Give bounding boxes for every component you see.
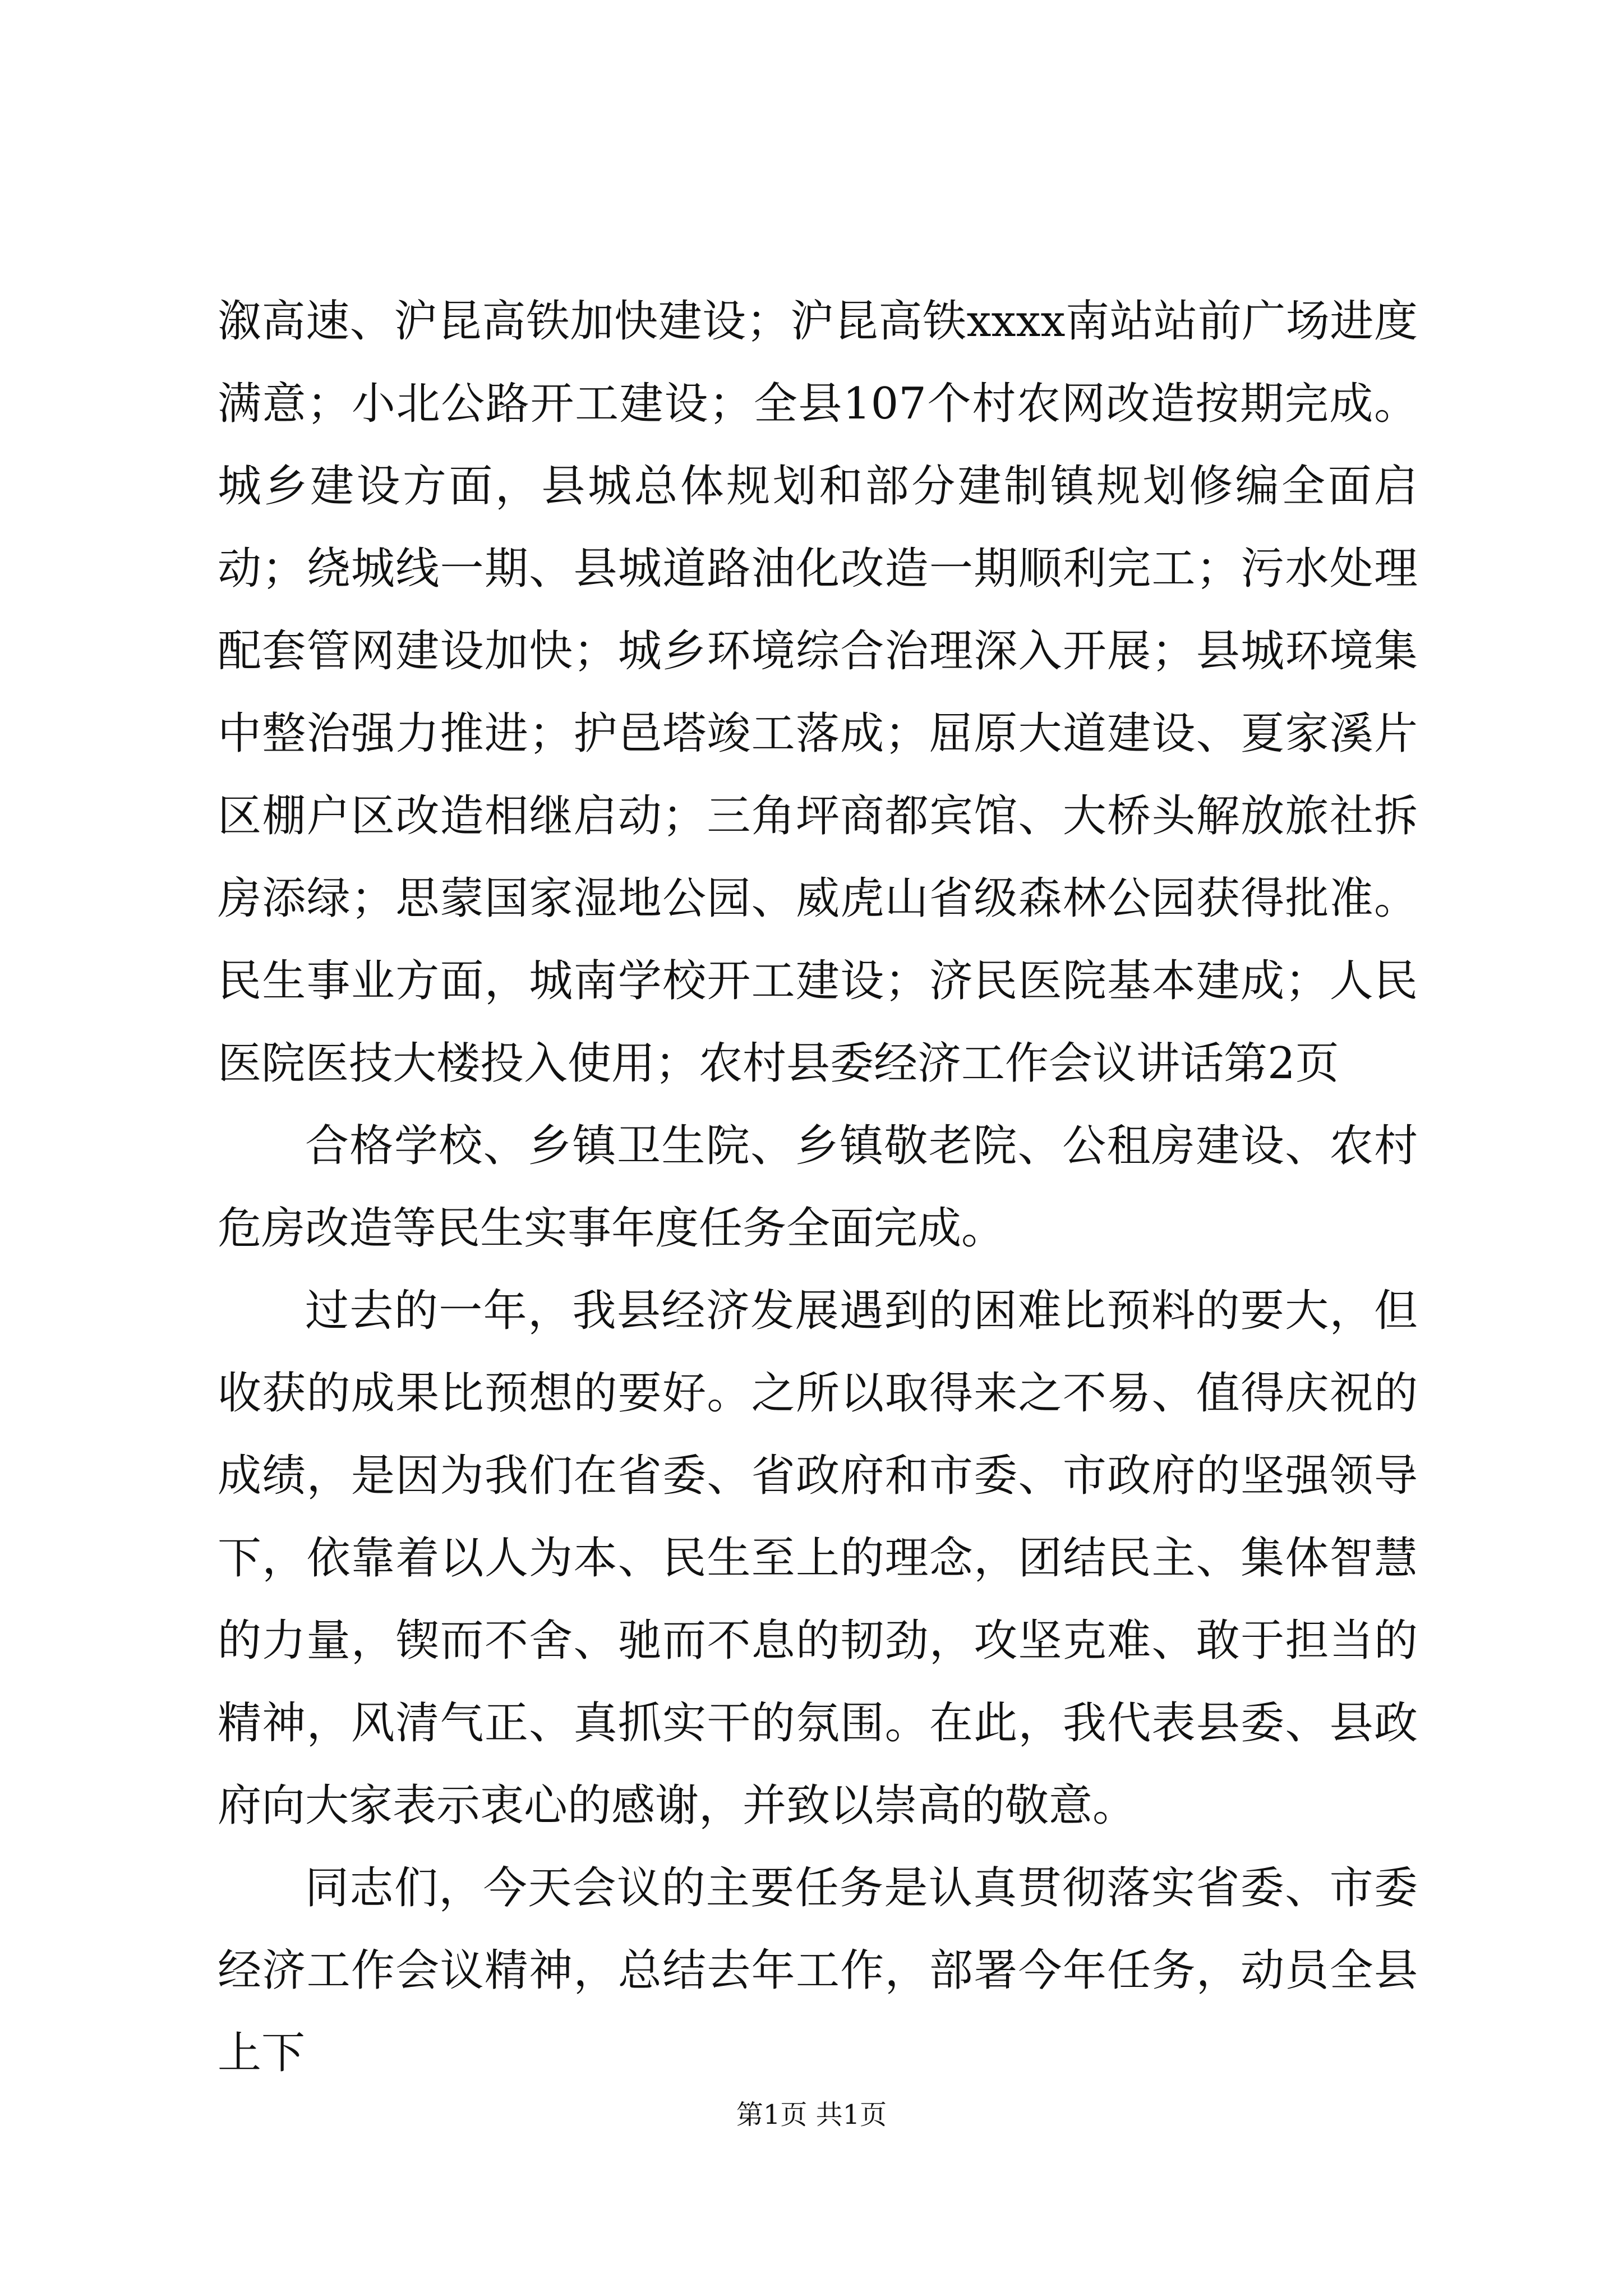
paragraph-3: 过去的一年，我县经济发展遇到的困难比预料的要大，但收获的成果比预想的要好。之所以取得来之不易、值得庆祝的成绩，是因为我们在省委、省政府和市委、市政府的坚强领导下，依靠着以人为本、民生至上的理念，团结民主、集体智慧的力量，锲而不舍、驰而不息的韧劲，攻坚克难、敢于担当的精神，风清气正、真抓实干的氛围。在此，我代表县委、县政府向大家表示衷心的感谢，并致以崇高的敬意。: [218, 1286, 1418, 1831]
document-body: [218, 280, 1418, 2095]
page-footer: [0, 2098, 1623, 2132]
paragraph-2: 合格学校、乡镇卫生院、乡镇敬老院、公租房建设、农村危房改造等民生实事年度任务全面完成。: [218, 1121, 1418, 1254]
paragraph-4: 同志们，今天会议的主要任务是认真贯彻落实省委、市委经济工作会议精神，总结去年工作，部署今年任务，动员全县上下: [218, 1863, 1418, 2078]
paragraph-1: 溆高速、沪昆高铁加快建设；沪昆高铁xxxx南站站前广场进度满意；小北公路开工建设；全县107个村农网改造按期完成。城乡建设方面，县城总体规划和部分建制镇规划修编全面启动；绕城线一期、县城道路油化改造一期顺利完工；污水处理配套管网建设加快；城乡环境综合治理深入开展；县城环境集中整治强力推进；护邑塔竣工落成；屈原大道建设、夏家溪片区棚户区改造相继启动；三角坪商都宾馆、大桥头解放旅社拆房添绿；思蒙国家湿地公园、威虎山省级森林公园获得批准。民生事业方面，城南学校开工建设；济民医院基本建成；人民医院医技大楼投入使用；农村县委经济工作会议讲话第2页: [218, 296, 1418, 1089]
page-number-indicator: 第1页 共1页: [736, 2099, 887, 2131]
